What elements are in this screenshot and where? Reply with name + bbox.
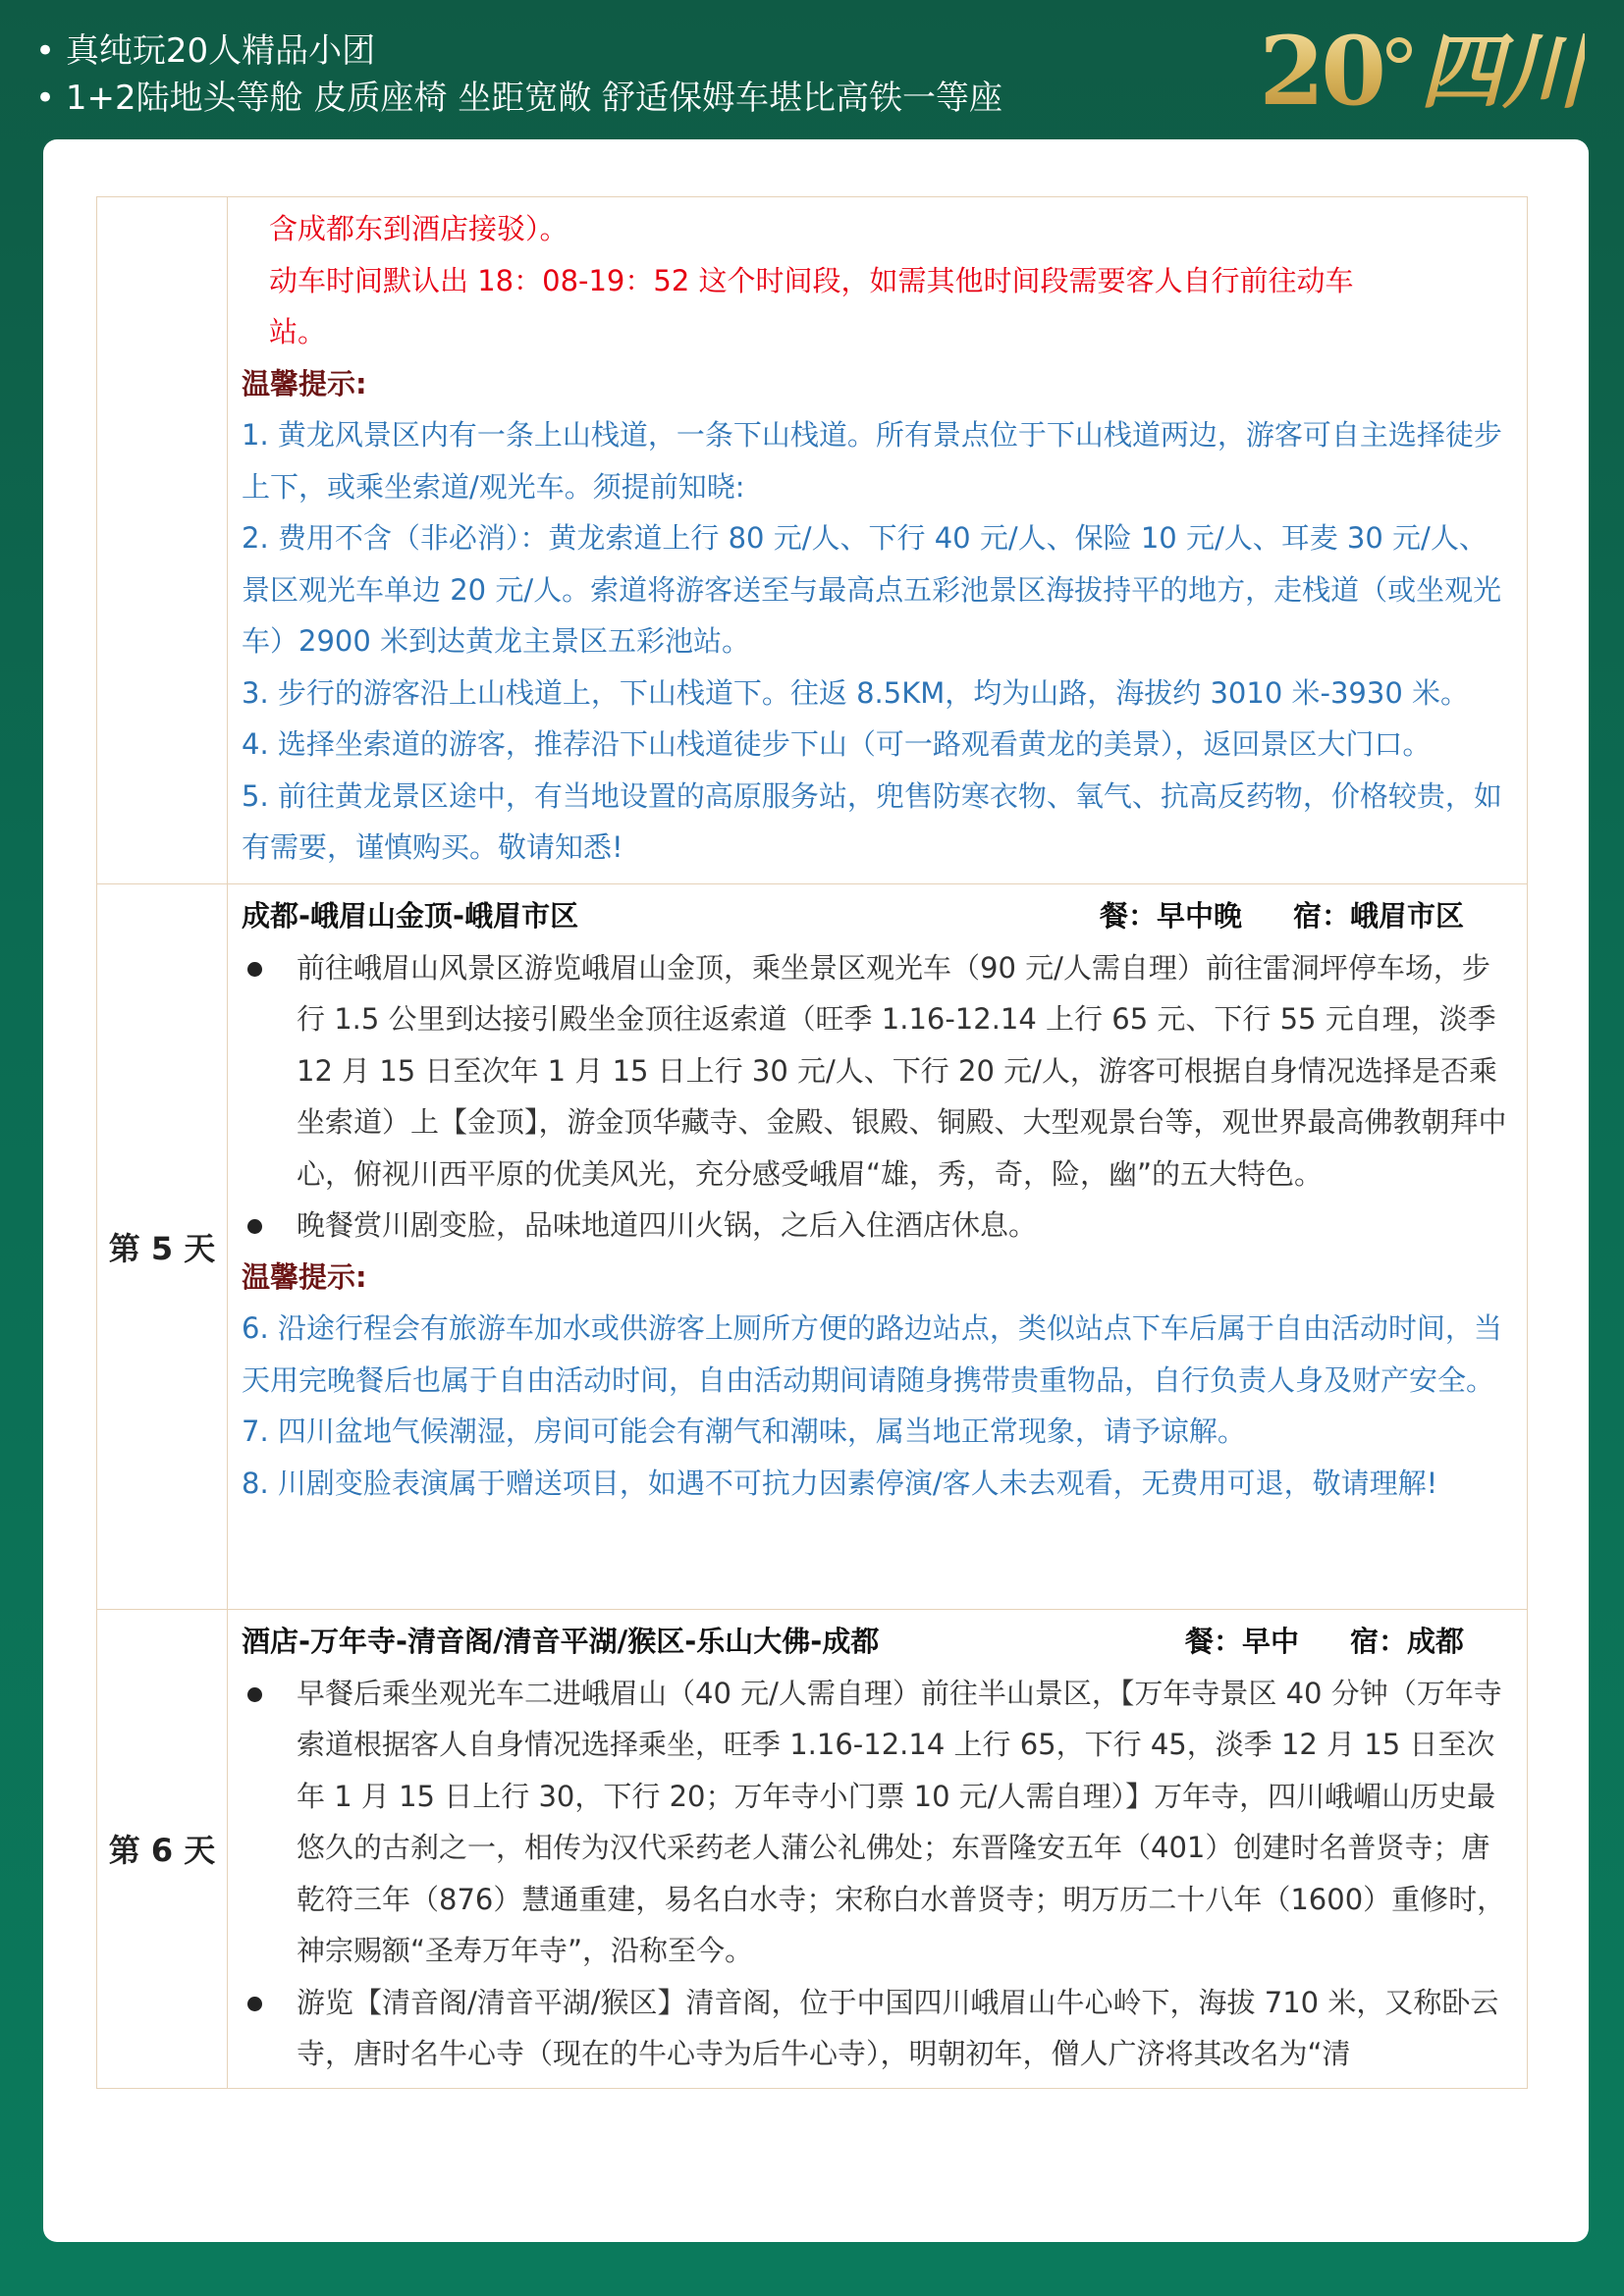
tip-item: 2. 费用不含（非必消）：黄龙索道上行 80 元/人、下行 40 元/人、保险 10 元/人、耳麦 30 元/人、景区观光车单边 20 元/人。索道将游客送至与最高点五彩池景区海拔持平的地方，走栈道（或坐观光车）2900 米到达黄龙主景区五彩池站。	[242, 521, 1502, 658]
table-row-day-6	[97, 1610, 1528, 2089]
day-label-6: 第 6 天	[97, 1610, 228, 2089]
meal-info: 餐：早中	[1184, 1625, 1299, 1658]
day-content-5	[228, 884, 1528, 1610]
note-line: 站。	[269, 315, 327, 348]
itinerary-bullet: 晚餐赏川剧变脸，品味地道四川火锅，之后入住酒店休息。	[242, 1200, 1513, 1252]
itinerary-table	[96, 196, 1528, 2089]
slogan-line-2: • 1+2陆地头等舱 皮质座椅 坐距宽敞 舒适保姆车堪比高铁一等座	[35, 79, 1003, 118]
logo-number: 20	[1259, 16, 1382, 127]
tip-label: 温馨提示:	[242, 366, 367, 400]
note-line: 动车时间默认出 18：08-19：52 这个时间段，如需其他时间段需要客人自行前往动车	[269, 263, 1354, 297]
tip-item: 7. 四川盆地气候潮湿，房间可能会有潮气和潮味，属当地正常现象，请予谅解。	[242, 1415, 1246, 1448]
tip-item: 6. 沿途行程会有旅游车加水或供游客上厕所方便的路边站点，类似站点下车后属于自由活动时间，当天用完晚餐后也属于自由活动时间，自由活动期间请随身携带贵重物品，自行负责人身及财产安全。	[242, 1311, 1502, 1397]
tip-item: 8. 川剧变脸表演属于赠送项目，如遇不可抗力因素停演/客人未去观看，无费用可退，敬请理解!	[242, 1466, 1438, 1500]
table-row-day-5	[97, 884, 1528, 1610]
note-line: 含成都东到酒店接驳）。	[269, 212, 568, 245]
itinerary-bullet: 早餐后乘坐观光车二进峨眉山（40 元/人需自理）前往半山景区，【万年寺景区 40 分钟（万年寺索道根据客人自身情况选择乘坐，旺季 1.16-12.14 上行 65，下行 45，淡季 12 月 15 日至次年 1 月 15 日上行 30，下行 20；万年寺小门票 10 元/人需自理）】万年寺，四川峨嵋山历史最悠久的古刹之一，相传为汉代采药老人蒲公礼佛处；东晋隆安五年（401）创建时名普贤寺；唐乾符三年（876）慧通重建，易名白水寺；宋称白水普贤寺；明万历二十八年（1600）重修时，神宗赐额“圣寿万年寺”，沿称至今。	[242, 1668, 1513, 1977]
meal-info: 餐：早中晚	[1099, 899, 1242, 933]
route-title: 酒店-万年寺-清音阁/清音平湖/猴区-乐山大佛-成都	[242, 1625, 880, 1658]
day-content-previous	[228, 197, 1528, 884]
tip-item: 3. 步行的游客沿上山栈道上，下山栈道下。往返 8.5KM，均为山路，海拔约 3010 米-3930 米。	[242, 675, 1469, 710]
itinerary-bullet: 游览【清音阁/清音平湖/猴区】清音阁，位于中国四川峨眉山牛心岭下，海拔 710 米，又称卧云寺，唐时名牛心寺（现在的牛心寺为后牛心寺），明朝初年，僧人广济将其改名为“清	[242, 1977, 1513, 2080]
logo-text: 四川	[1420, 18, 1585, 126]
tip-item: 1. 黄龙风景区内有一条上山栈道，一条下山栈道。所有景点位于下山栈道两边，游客可自主选择徒步上下，或乘坐索道/观光车。须提前知晓:	[242, 418, 1502, 504]
header-slogans	[35, 27, 1002, 122]
stay-info: 宿：成都	[1349, 1625, 1464, 1658]
tip-item: 5. 前往黄龙景区途中，有当地设置的高原服务站，兜售防寒衣物、氧气、抗高反药物，价格较贵，如有需要，谨慎购买。敬请知悉!	[242, 778, 1502, 864]
tip-label: 温馨提示:	[242, 1259, 367, 1294]
brand-logo	[1259, 18, 1585, 126]
content-card	[43, 139, 1589, 2242]
table-row-previous-day	[97, 197, 1528, 884]
day-label-5: 第 5 天	[97, 884, 228, 1610]
page-header	[0, 0, 1624, 137]
day-cell-empty	[97, 197, 228, 884]
degree-icon	[1386, 37, 1412, 63]
slogan-line-1: • 真纯玩20人精品小团	[35, 31, 376, 71]
tip-item: 4. 选择坐索道的游客，推荐沿下山栈道徒步下山（可一路观看黄龙的美景），返回景区大门口。	[242, 727, 1432, 761]
stay-info: 宿：峨眉市区	[1292, 899, 1464, 933]
day-title-5	[242, 890, 1513, 942]
itinerary-bullet: 前往峨眉山风景区游览峨眉山金顶，乘坐景区观光车（90 元/人需自理）前往雷洞坪停车场，步行 1.5 公里到达接引殿坐金顶往返索道（旺季 1.16-12.14 上行 65 元、下行 55 元自理，淡季 12 月 15 日至次年 1 月 15 日上行 30 元/人、下行 20 元/人，游客可根据自身情况选择是否乘坐索道）上【金顶】，游金顶华藏寺、金殿、银殿、铜殿、大型观景台等，观世界最高佛教朝拜中心，俯视川西平原的优美风光，充分感受峨眉“雄，秀，奇，险，幽”的五大特色。	[242, 942, 1513, 1201]
route-title: 成都-峨眉山金顶-峨眉市区	[242, 899, 579, 933]
day-title-6	[242, 1616, 1513, 1668]
day-content-6	[228, 1610, 1528, 2089]
